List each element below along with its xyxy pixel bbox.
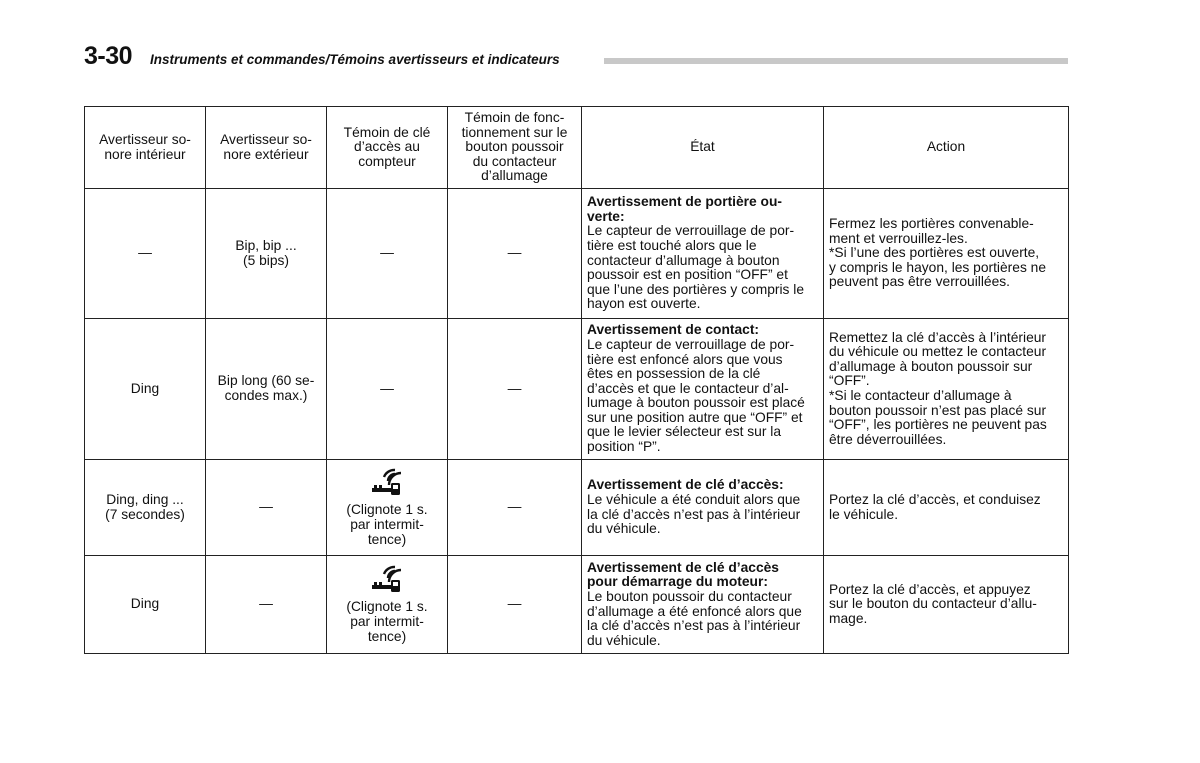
page-header xyxy=(84,42,1068,72)
col-header-state: État xyxy=(582,107,824,189)
meter-indicator-cell xyxy=(327,556,448,654)
exterior-buzzer-cell: — xyxy=(206,460,327,556)
header-rule xyxy=(604,58,1068,64)
exterior-buzzer-cell: — xyxy=(206,556,327,654)
table-row xyxy=(85,189,1069,319)
action-cell: Fermez les portières convenable- ment et verrouillez-les. *Si l’une des portières est ouverte, y compris le hayon, les portières ne peuvent pas être verrouillées. xyxy=(824,189,1069,319)
col-header-interior: Avertisseur so- nore intérieur xyxy=(85,107,206,189)
action-cell: Portez la clé d’accès, et appuyez sur le bouton du contacteur d’allu- mage. xyxy=(824,556,1069,654)
meter-indicator-cell xyxy=(327,460,448,556)
table-header-row xyxy=(85,107,1069,189)
access-key-signal-icon xyxy=(332,468,442,502)
state-title: Avertissement de clé d’accès pour démarrage du moteur: xyxy=(587,559,779,590)
button-indicator-cell: — xyxy=(448,189,582,319)
table-row xyxy=(85,556,1069,654)
interior-buzzer-cell: Ding xyxy=(85,319,206,460)
interior-buzzer-cell: Ding, ding ... (7 secondes) xyxy=(85,460,206,556)
action-cell: Portez la clé d’accès, et conduisez le véhicule. xyxy=(824,460,1069,556)
access-key-signal-icon xyxy=(332,565,442,599)
col-header-action: Action xyxy=(824,107,1069,189)
button-indicator-cell: — xyxy=(448,319,582,460)
state-title: Avertissement de contact: xyxy=(587,322,760,338)
col-header-exterior: Avertisseur so- nore extérieur xyxy=(206,107,327,189)
meter-indicator-note: (Clignote 1 s. par intermit- tence) xyxy=(346,502,428,547)
state-cell xyxy=(582,556,824,654)
state-title: Avertissement de portière ou- verte: xyxy=(587,194,782,224)
table-body xyxy=(85,189,1069,654)
meter-indicator-cell: — xyxy=(327,189,448,319)
col-header-button: Témoin de fonc- tionnement sur le bouton poussoir du contacteur d’allumage xyxy=(448,107,582,189)
action-cell: Remettez la clé d’accès à l’intérieur du véhicule ou mettez le contacteur d’allumage à bouton poussoir sur “OFF”. *Si le contacteur d’allumage à bouton poussoir n’est pas placé sur “OFF”, les portières ne peuvent pas être déverrouillées. xyxy=(824,319,1069,460)
state-cell xyxy=(582,189,824,319)
table-row xyxy=(85,460,1069,556)
state-cell xyxy=(582,319,824,460)
state-cell xyxy=(582,460,824,556)
state-text: Le capteur de verrouillage de por- tière est enfoncé alors que vous êtes en possession de la clé d’accès et que le contacteur d’al- lumage à bouton poussoir est placé sur une position autre que “OFF” et que le levier sélecteur est sur la position “P”. xyxy=(587,336,805,455)
section-title: Instruments et commandes/Témoins avertisseurs et indicateurs xyxy=(150,52,560,67)
state-text: Le véhicule a été conduit alors que la clé d’accès n’est pas à l’intérieur du véhicule. xyxy=(587,491,801,537)
table-row xyxy=(85,319,1069,460)
button-indicator-cell: — xyxy=(448,556,582,654)
state-text: Le capteur de verrouillage de por- tière est touché alors que le contacteur d’allumage à bouton poussoir est en position “OFF” et que l’une des portières y compris le hayon est ouverte. xyxy=(587,223,805,312)
state-title: Avertissement de clé d’accès: xyxy=(587,477,784,493)
meter-indicator-note: (Clignote 1 s. par intermit- tence) xyxy=(346,599,428,644)
exterior-buzzer-cell: Bip, bip ... (5 bips) xyxy=(206,189,327,319)
page-number: 3-30 xyxy=(84,42,133,70)
state-text: Le bouton poussoir du contacteur d’allumage a été enfoncé alors que la clé d’accès n’est pas à l’intérieur du véhicule. xyxy=(587,588,802,648)
warning-table xyxy=(84,106,1069,654)
interior-buzzer-cell: Ding xyxy=(85,556,206,654)
meter-indicator-cell: — xyxy=(327,319,448,460)
button-indicator-cell: — xyxy=(448,460,582,556)
exterior-buzzer-cell: Bip long (60 se- condes max.) xyxy=(206,319,327,460)
interior-buzzer-cell: — xyxy=(85,189,206,319)
col-header-meter: Témoin de clé d’accès au compteur xyxy=(327,107,448,189)
